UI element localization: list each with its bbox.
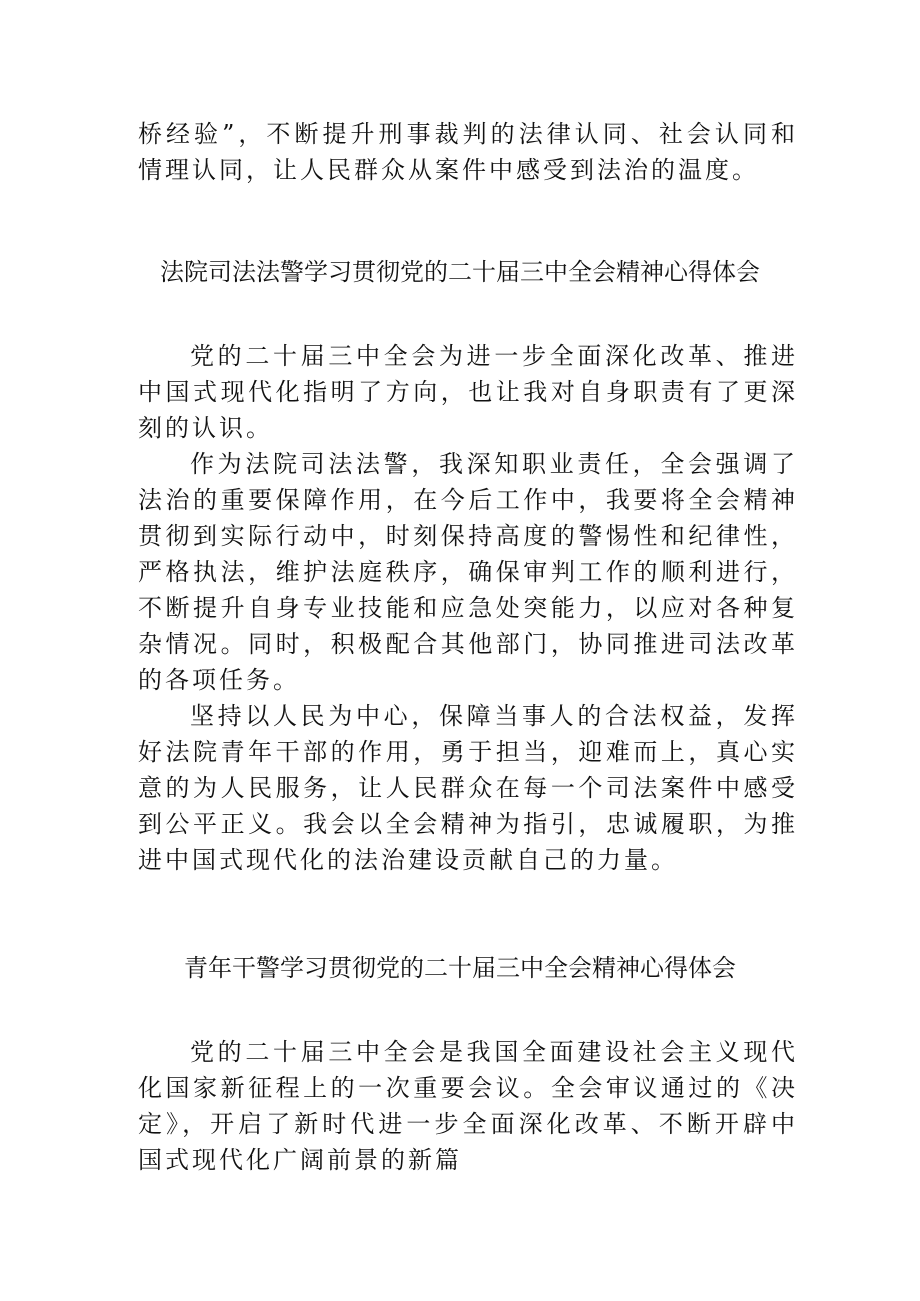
section2-heading: 青年干警学习贯彻党的二十届三中全会精神心得体会 [184, 954, 736, 982]
section1-heading: 法院司法法警学习贯彻党的二十届三中全会精神心得体会 [160, 258, 760, 286]
section1-paragraph-1: 党的二十届三中全会为进一步全面深化改革、推进中国式现代化指明了方向，也让我对自身职责有了更深刻的认识。 [138, 342, 798, 442]
continuation-text [138, 116, 798, 188]
section2-paragraph-1: 党的二十届三中全会是我国全面建设社会主义现代化国家新征程上的一次重要会议。全会审议通过的《决定》，开启了新时代进一步全面深化改革、不断开辟中国式现代化广阔前景的新篇 [138, 1038, 798, 1174]
section2-body [138, 1034, 798, 1178]
section1-body [138, 338, 798, 878]
section1-paragraph-3: 坚持以人民为中心，保障当事人的合法权益，发挥好法院青年干部的作用，勇于担当，迎难而上，真心实意的为人民服务，让人民群众在每一个司法案件中感受到公平正义。我会以全会精神为指引，忠诚履职，为推进中国式现代化的法治建设贡献自己的力量。 [138, 702, 798, 874]
section1-paragraph-2: 作为法院司法法警，我深知职业责任，全会强调了法治的重要保障作用，在今后工作中，我要将全会精神贯彻到实际行动中，时刻保持高度的警惕性和纪律性，严格执法，维护法庭秩序，确保审判工作的顺利进行，不断提升自身专业技能和应急处突能力，以应对各种复杂情况。同时，积极配合其他部门，协同推进司法改革的各项任务。 [138, 450, 798, 694]
continuation-paragraph: 桥经验”，不断提升刑事裁判的法律认同、社会认同和情理认同，让人民群众从案件中感受到法治的温度。 [138, 120, 798, 184]
